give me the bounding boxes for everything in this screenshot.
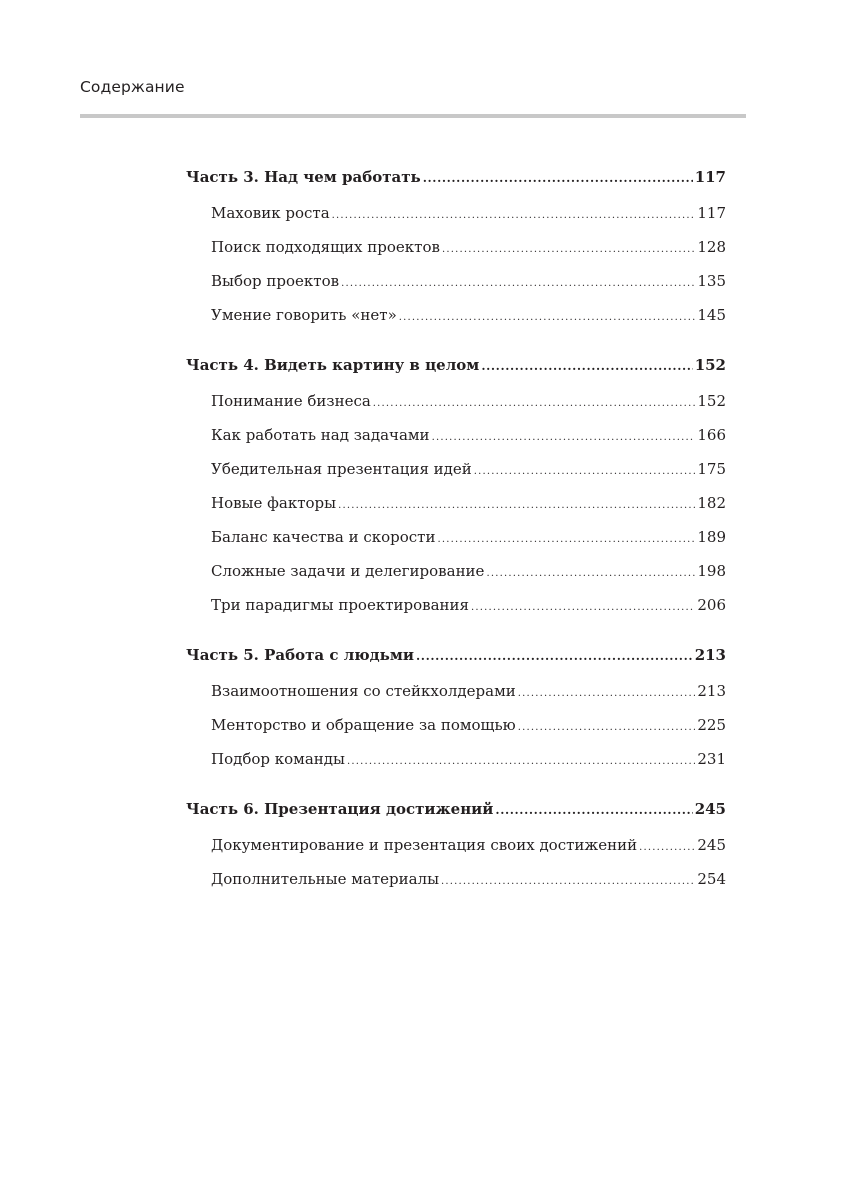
- dot-leader: [341, 273, 695, 295]
- running-head: Содержание: [80, 78, 185, 96]
- toc-chapter-title: Новые факторы: [211, 494, 337, 512]
- dot-leader: [441, 871, 695, 893]
- toc-chapter-title: Подбор команды: [211, 750, 345, 768]
- toc-page-number: 152: [694, 356, 726, 374]
- toc-page-number: 117: [694, 168, 726, 186]
- toc-part-title: Часть 4. Видеть картину в целом: [186, 356, 480, 374]
- toc-chapter-entry[interactable]: [186, 492, 726, 526]
- dot-leader: [423, 167, 693, 189]
- dot-leader: [518, 683, 696, 705]
- toc-page-number: 198: [697, 562, 726, 580]
- dot-leader: [332, 205, 696, 227]
- dot-leader: [481, 355, 692, 377]
- toc-page-number: 213: [694, 646, 726, 664]
- dot-leader: [373, 393, 696, 415]
- dot-leader: [442, 239, 695, 261]
- toc-part-3: [186, 166, 726, 338]
- toc-page-number: 245: [694, 800, 726, 818]
- dot-leader: [486, 563, 695, 585]
- dot-leader: [474, 461, 696, 483]
- toc-page-number: 225: [697, 716, 726, 734]
- toc-chapter-entry[interactable]: [186, 202, 726, 236]
- toc-part-heading[interactable]: [186, 354, 726, 390]
- toc-chapter-title: Умение говорить «нет»: [211, 306, 397, 324]
- toc-chapter-entry[interactable]: [186, 424, 726, 458]
- toc-chapter-title: Дополнительные материалы: [211, 870, 440, 888]
- toc-page-number: 128: [697, 238, 726, 256]
- toc-chapter-title: Понимание бизнеса: [211, 392, 371, 410]
- toc-chapter-title: Выбор проектов: [211, 272, 340, 290]
- toc-part-title: Часть 5. Работа с людьми: [186, 646, 415, 664]
- header-rule: [80, 114, 746, 118]
- toc-part-5: [186, 644, 726, 782]
- toc-page-number: 152: [697, 392, 726, 410]
- toc-chapter-title: Документирование и презентация своих достижений: [211, 836, 638, 854]
- toc-part-6: [186, 798, 726, 902]
- toc-chapter-entry[interactable]: [186, 594, 726, 628]
- toc-page-number: 175: [697, 460, 726, 478]
- toc-chapter-entry[interactable]: [186, 560, 726, 594]
- toc-chapter-entry[interactable]: [186, 236, 726, 270]
- toc-part-heading[interactable]: [186, 798, 726, 834]
- toc-chapter-title: Поиск подходящих проектов: [211, 238, 440, 256]
- toc-page-number: 117: [697, 204, 726, 222]
- toc-chapter-entry[interactable]: [186, 868, 726, 902]
- dot-leader: [495, 799, 692, 821]
- toc-page-number: 182: [697, 494, 726, 512]
- dot-leader: [437, 529, 695, 551]
- toc-chapter-entry[interactable]: [186, 714, 726, 748]
- table-of-contents: [186, 166, 726, 918]
- toc-chapter-title: Взаимоотношения со стейкхолдерами: [211, 682, 516, 700]
- dot-leader: [432, 427, 696, 449]
- toc-chapter-title: Маховик роста: [211, 204, 330, 222]
- toc-page-number: 166: [697, 426, 726, 444]
- toc-part-title: Часть 6. Презентация достижений: [186, 800, 494, 818]
- toc-chapter-entry[interactable]: [186, 748, 726, 782]
- toc-chapter-title: Убедительная презентация идей: [211, 460, 472, 478]
- toc-chapter-entry[interactable]: [186, 304, 726, 338]
- toc-chapter-entry[interactable]: [186, 390, 726, 424]
- toc-chapter-entry[interactable]: [186, 526, 726, 560]
- toc-chapter-title: Менторство и обращение за помощью: [211, 716, 516, 734]
- toc-page-number: 145: [697, 306, 726, 324]
- toc-part-heading[interactable]: [186, 644, 726, 680]
- dot-leader: [518, 717, 696, 739]
- toc-chapter-title: Три парадигмы проектирования: [211, 596, 469, 614]
- toc-page-number: 254: [697, 870, 726, 888]
- toc-part-4: [186, 354, 726, 628]
- toc-chapter-title: Баланс качества и скорости: [211, 528, 436, 546]
- dot-leader: [347, 751, 695, 773]
- toc-part-heading[interactable]: [186, 166, 726, 202]
- toc-page-number: 206: [697, 596, 726, 614]
- toc-page-number: 135: [697, 272, 726, 290]
- toc-page-number: 245: [697, 836, 726, 854]
- toc-chapter-entry[interactable]: [186, 458, 726, 492]
- dot-leader: [399, 307, 696, 329]
- toc-chapter-entry[interactable]: [186, 680, 726, 714]
- toc-chapter-title: Сложные задачи и делегирование: [211, 562, 485, 580]
- toc-page-number: 189: [697, 528, 726, 546]
- toc-chapter-title: Как работать над задачами: [211, 426, 430, 444]
- toc-chapter-entry[interactable]: [186, 270, 726, 304]
- dot-leader: [338, 495, 695, 517]
- dot-leader: [416, 645, 693, 667]
- toc-page-number: 213: [697, 682, 726, 700]
- toc-page-number: 231: [697, 750, 726, 768]
- toc-chapter-entry[interactable]: [186, 834, 726, 868]
- dot-leader: [639, 837, 695, 859]
- dot-leader: [471, 597, 695, 619]
- toc-part-title: Часть 3. Над чем работать: [186, 168, 421, 186]
